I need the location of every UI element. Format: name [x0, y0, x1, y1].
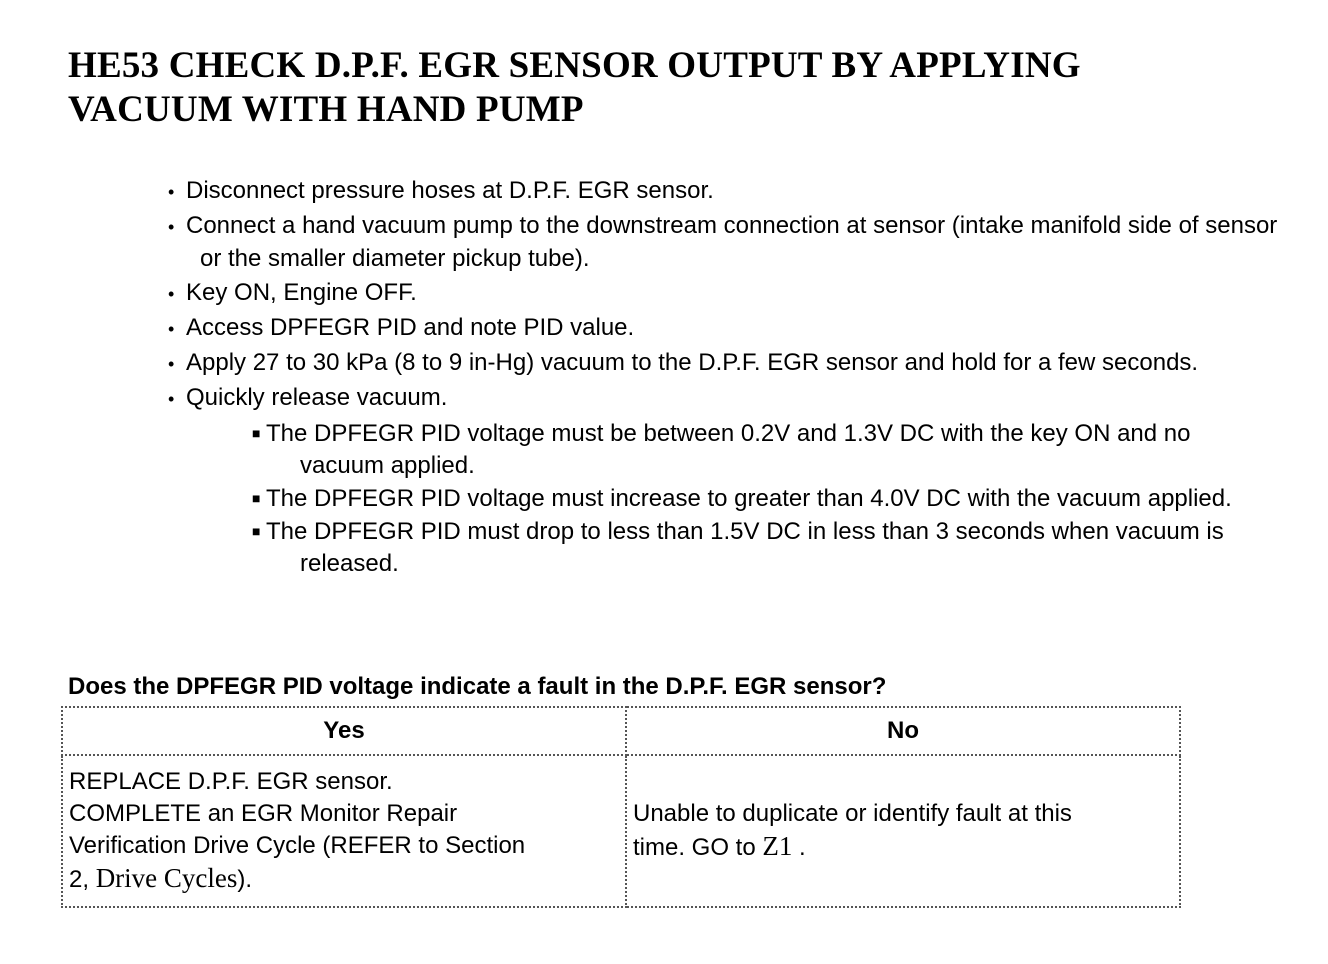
bullet-icon: •: [168, 217, 175, 237]
no-line: [633, 830, 1173, 864]
no-header: No: [626, 707, 1180, 755]
bullet-icon: •: [168, 284, 175, 304]
bullet-icon: •: [168, 182, 175, 202]
no-line: Unable to duplicate or identify fault at this: [633, 800, 1072, 827]
yes-line-prefix: 2,: [69, 866, 96, 893]
bullet-icon: •: [168, 389, 175, 409]
z1-link[interactable]: Z1: [762, 831, 793, 861]
no-line-prefix: time. GO to: [633, 834, 763, 861]
step-item: [150, 312, 1280, 345]
step-item: [150, 347, 1280, 380]
procedure-steps: [150, 175, 1280, 582]
no-line-suffix: .: [792, 834, 806, 861]
decision-question: Does the DPFEGR PID voltage indicate a fault in the D.P.F. EGR sensor?: [68, 673, 887, 700]
title-line-2: VACUUM WITH HAND PUMP: [68, 89, 584, 130]
step-item: [150, 210, 1280, 275]
yes-line: Verification Drive Cycle (REFER to Section: [69, 832, 526, 859]
step-item: [150, 277, 1280, 310]
yes-line: COMPLETE an EGR Monitor Repair: [69, 800, 458, 827]
square-bullet-icon: ■: [252, 523, 261, 539]
step-item: [150, 382, 1280, 415]
square-bullet-icon: ■: [252, 490, 261, 506]
substep-item: [150, 515, 1280, 580]
step-text: Disconnect pressure hoses at D.P.F. EGR sensor.: [186, 177, 714, 204]
yes-line: [69, 862, 619, 896]
drive-cycles-link[interactable]: Drive Cycles: [95, 863, 238, 893]
bullet-icon: •: [168, 319, 175, 339]
substep-text: The DPFEGR PID voltage must be between 0.2V and 1.3V DC with the key ON and no vacuum applied.: [266, 420, 1191, 479]
page-title: [68, 44, 1268, 132]
title-line-1: HE53 CHECK D.P.F. EGR SENSOR OUTPUT BY APPLYING: [68, 45, 1081, 86]
substep-item: [150, 417, 1280, 482]
square-bullet-icon: ■: [252, 425, 261, 441]
bullet-icon: •: [168, 354, 175, 374]
yes-line: REPLACE D.P.F. EGR sensor.: [69, 768, 393, 795]
yes-action-cell: [62, 755, 626, 907]
step-item: [150, 175, 1280, 208]
substep-text: The DPFEGR PID must drop to less than 1.5V DC in less than 3 seconds when vacuum is released.: [266, 518, 1224, 577]
substep-text: The DPFEGR PID voltage must increase to greater than 4.0V DC with the vacuum applied.: [266, 485, 1232, 512]
substep-item: [150, 482, 1280, 515]
step-text: Quickly release vacuum.: [186, 384, 448, 411]
yes-header: Yes: [62, 707, 626, 755]
step-text: Apply 27 to 30 kPa (8 to 9 in-Hg) vacuum to the D.P.F. EGR sensor and hold for a few seconds.: [186, 349, 1199, 376]
step-text: Connect a hand vacuum pump to the downstream connection at sensor (intake manifold side of sensor or the smaller diameter pickup tube).: [186, 212, 1278, 272]
substeps-container: [150, 417, 1280, 580]
decision-table: [61, 706, 1181, 908]
step-text: Access DPFEGR PID and note PID value.: [186, 314, 635, 341]
no-action-cell: [626, 755, 1180, 907]
yes-line-suffix: ).: [237, 866, 253, 893]
substep-list: [150, 417, 1280, 580]
step-text: Key ON, Engine OFF.: [186, 279, 417, 306]
